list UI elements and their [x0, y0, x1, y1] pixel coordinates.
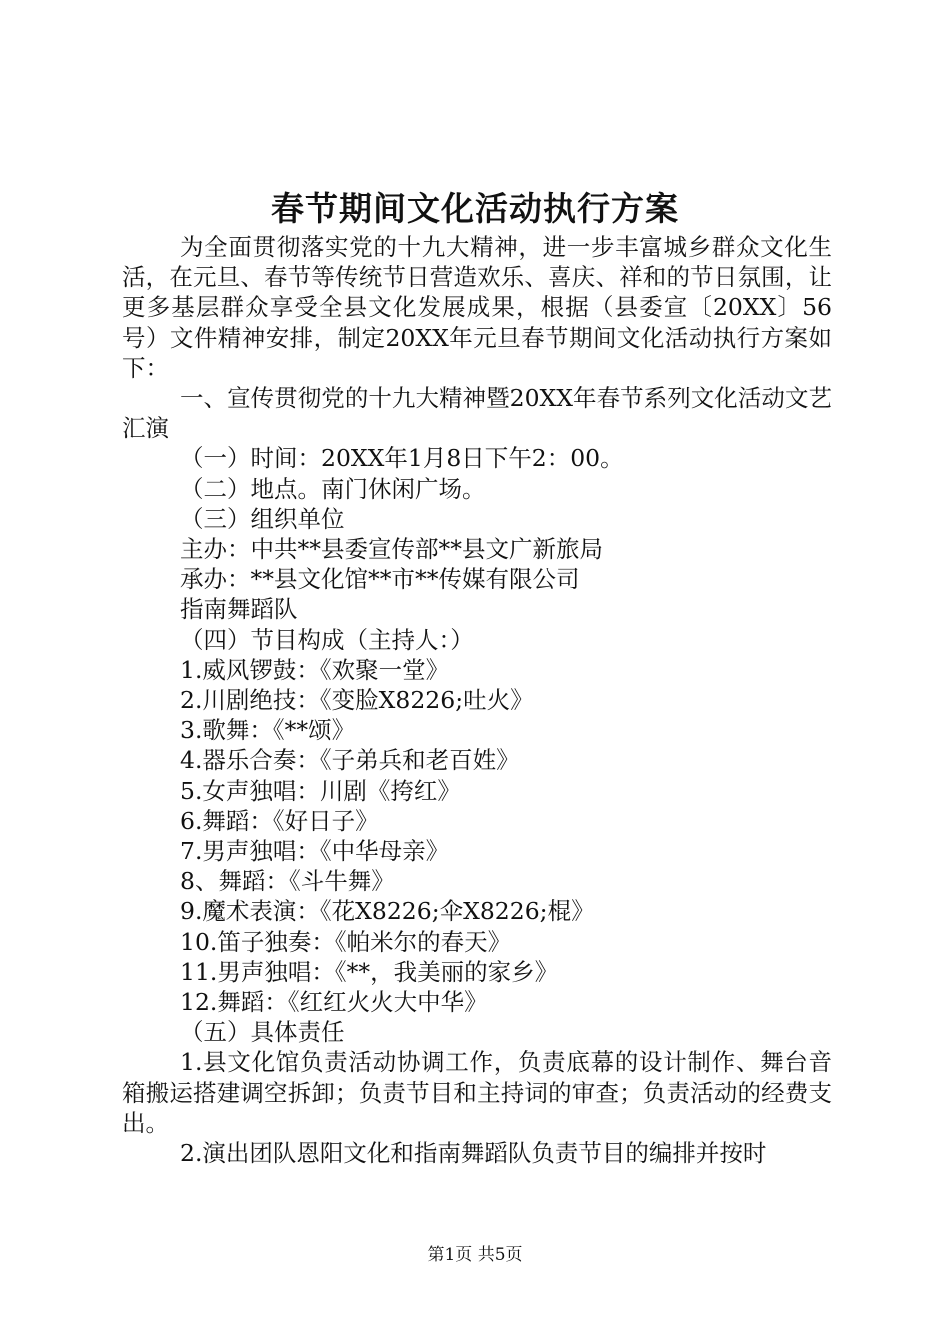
program-item: 9.魔术表演：《花X8226;伞X8226;棍》 — [180, 897, 595, 926]
program-item: 4.器乐合奏：《子弟兵和老百姓》 — [180, 746, 520, 775]
program-item: 7.男声独唱：《中华母亲》 — [180, 837, 450, 866]
detail-host: 主办：中共**县委宣传部**县文广新旅局 — [180, 535, 603, 564]
detail-organizer: 承办：**县文化馆**市**传媒有限公司 — [180, 565, 580, 594]
document-title: 春节期间文化活动执行方案 — [271, 189, 679, 228]
responsibility-item: 2.演出团队恩阳文化和指南舞蹈队负责节目的编排并按时 — [180, 1139, 767, 1168]
program-item: 10.笛子独奏：《帕米尔的春天》 — [180, 927, 512, 956]
detail-time: （一）时间：20XX年1月8日下午2：00。 — [180, 444, 624, 473]
program-item: 3.歌舞：《**颂》 — [180, 716, 356, 745]
responsibility-heading: （五）具体责任 — [180, 1018, 345, 1047]
page-footer: 第1页 共5页 — [427, 1245, 523, 1265]
program-heading: （四）节目构成（主持人：） — [180, 625, 474, 654]
program-item: 1.威风锣鼓：《欢聚一堂》 — [180, 655, 450, 684]
program-item: 6.舞蹈：《好日子》 — [180, 806, 379, 835]
paragraph-intro: 为全面贯彻落实党的十九大精神，进一步丰富城乡群众文化生活，在元旦、春节等传统节日营造欢乐、喜庆、祥和的节日氛围，让更多基层群众享受全县文化发展成果，根据（县委宣〔20XX〕56号）文件精神安排，制定20XX年元旦春节期间文化活动执行方案如下： — [122, 233, 832, 382]
program-item: 2.川剧绝技：《变脸X8226;吐火》 — [180, 686, 534, 715]
section-heading-1: 一、宣传贯彻党的十九大精神暨20XX年春节系列文化活动文艺汇演 — [122, 384, 832, 443]
program-item: 5.女声独唱：川剧《挎红》 — [180, 776, 461, 805]
program-item: 12.舞蹈：《红红火火大中华》 — [180, 988, 488, 1017]
detail-organizers-heading: （三）组织单位 — [180, 504, 345, 533]
program-item: 11.男声独唱：《**，我美丽的家乡》 — [180, 957, 559, 986]
document-body — [122, 232, 832, 1168]
detail-dance-team: 指南舞蹈队 — [180, 595, 298, 624]
detail-location: （二）地点。南门休闲广场。 — [180, 474, 486, 503]
responsibility-item: 1.县文化馆负责活动协调工作，负责底幕的设计制作、舞台音箱搬运搭建调空拆卸；负责节目和主持词的审查；负责活动的经费支出。 — [122, 1048, 832, 1137]
program-item: 8、舞蹈：《斗牛舞》 — [180, 867, 395, 896]
